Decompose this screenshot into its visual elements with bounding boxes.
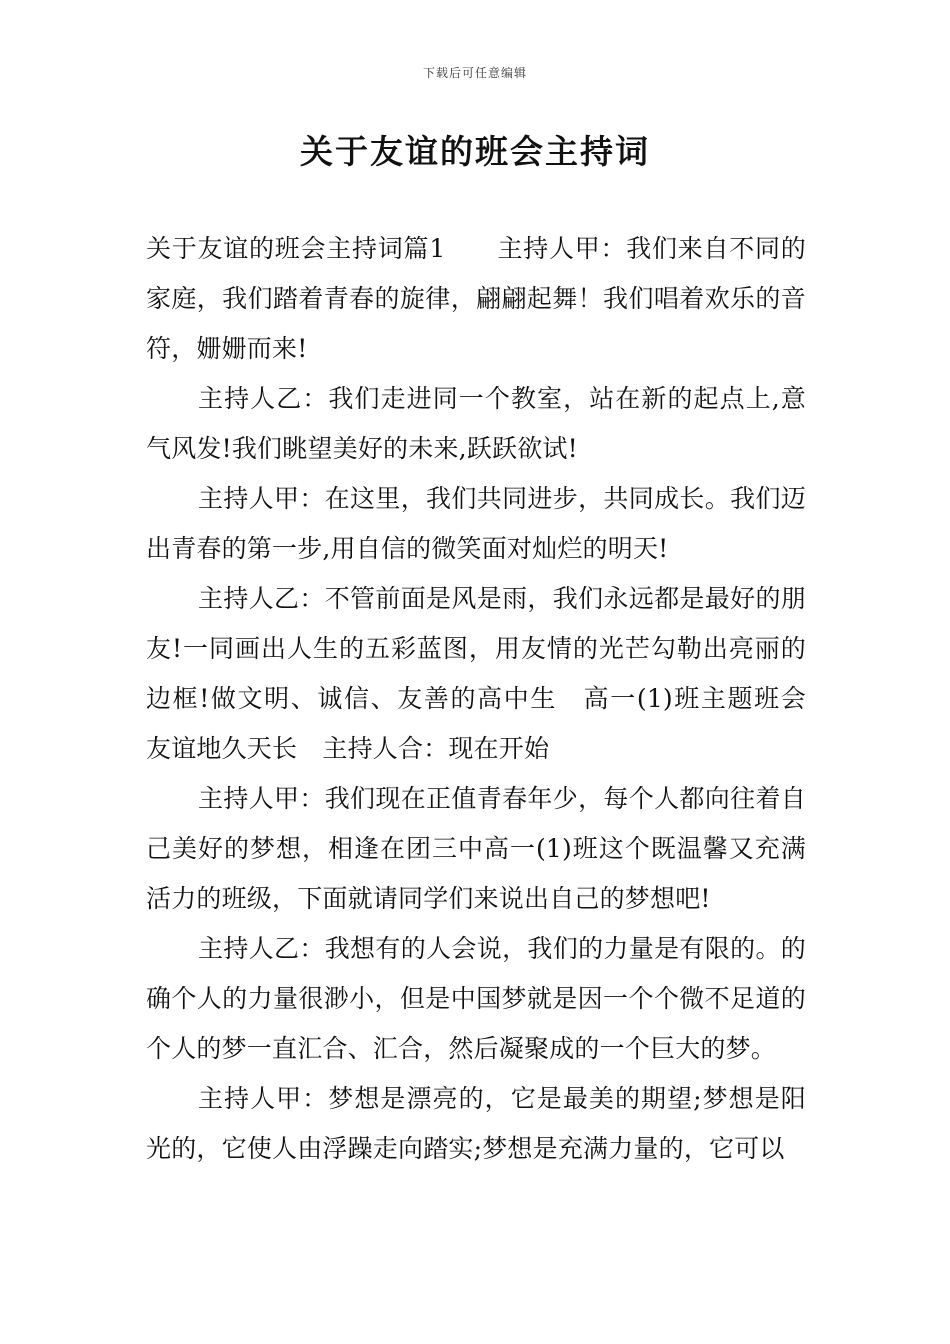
document-title: 关于友谊的班会主持词 xyxy=(300,132,650,171)
paragraph-intro: 关于友谊的班会主持词篇1 主持人甲：我们来自不同的家庭，我们踏着青春的旋律，翩翩起舞！我们唱着欢乐的音符，姗姗而来! xyxy=(146,234,806,363)
paragraph: 主持人甲：在这里，我们共同进步，共同成长。我们迈出青春的第一步,用自信的微笑面对灿烂的明天! xyxy=(146,484,806,563)
paragraph: 主持人乙：不管前面是风是雨，我们永远都是最好的朋友!一同画出人生的五彩蓝图，用友情的光芒勾勒出亮丽的边框!做文明、诚信、友善的高中生 高一(1)班主题班会 友谊地久天长 主持人合：现在开始 xyxy=(146,584,832,763)
paragraph: 主持人乙：我想有的人会说，我们的力量是有限的。的确个人的力量很渺小，但是中国梦就是因一个个微不足道的个人的梦一直汇合、汇合，然后凝聚成的一个巨大的梦。 xyxy=(146,934,806,1063)
paragraph: 主持人甲：我们现在正值青春年少，每个人都向往着自己美好的梦想，相逢在团三中高一(1)班这个既温馨又充满活力的班级，下面就请同学们来说出自己的梦想吧! xyxy=(146,784,806,913)
document-body xyxy=(146,224,832,1174)
paragraph: 主持人乙：我们走进同一个教室，站在新的起点上,意气风发!我们眺望美好的未来,跃跃欲试! xyxy=(146,384,806,463)
paragraph: 主持人甲：梦想是漂亮的，它是最美的期望;梦想是阳光的，它使人由浮躁走向踏实;梦想是充满力量的，它可以 xyxy=(146,1084,806,1163)
header-note: 下载后可任意编辑 xyxy=(422,66,527,80)
